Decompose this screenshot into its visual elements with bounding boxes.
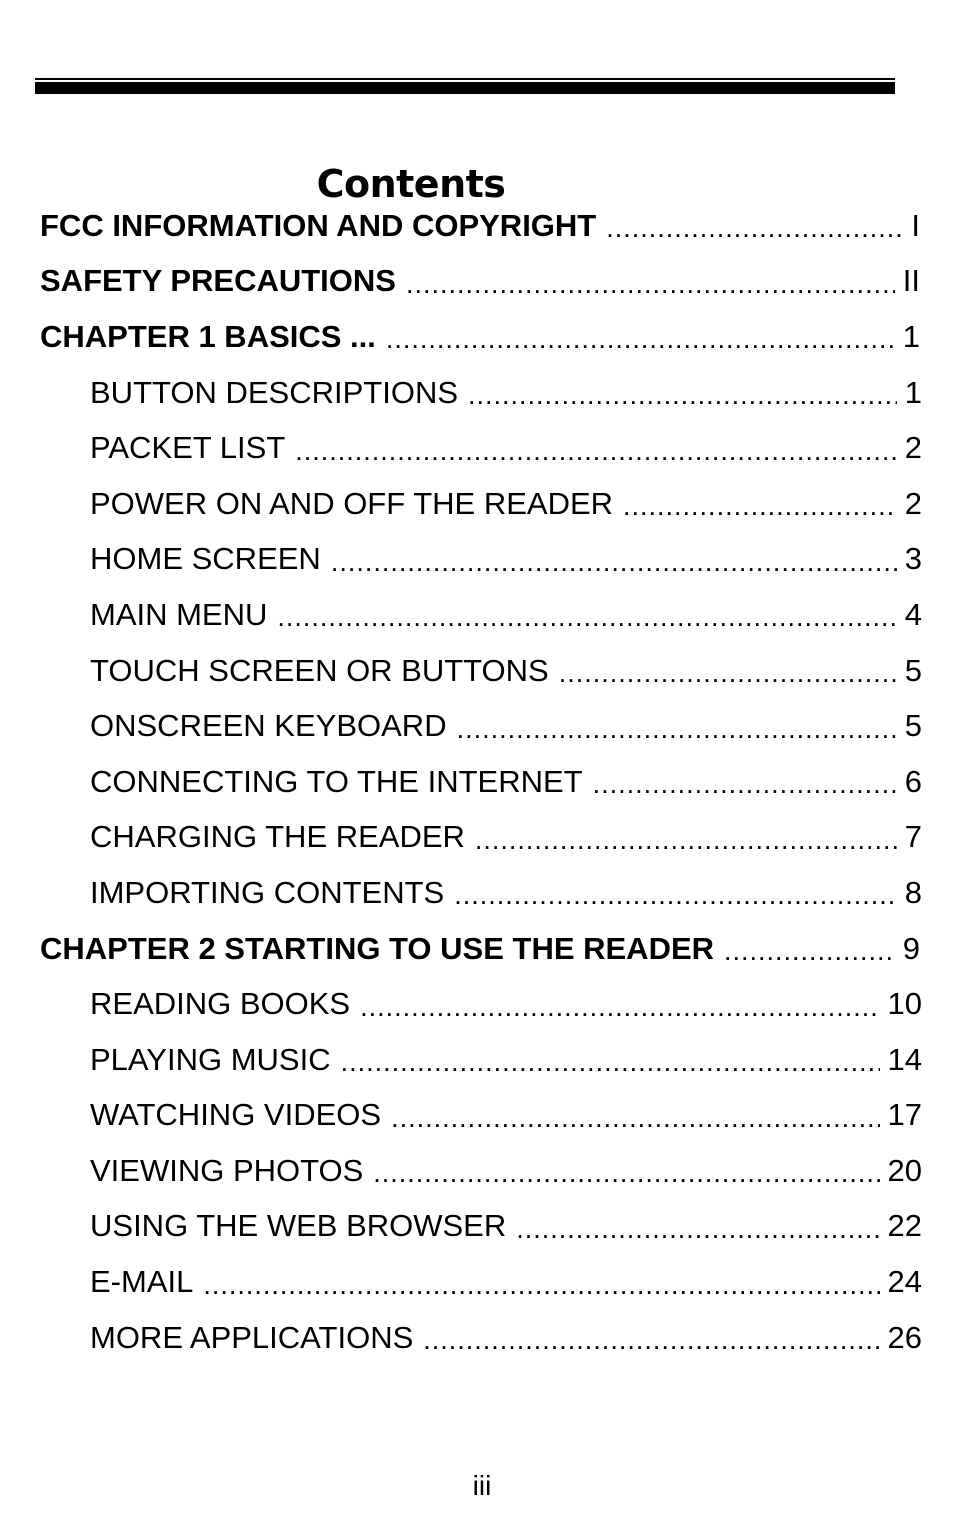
toc-entry[interactable] xyxy=(90,754,922,810)
toc-entry[interactable] xyxy=(90,643,922,699)
toc-entry-page: 24 xyxy=(887,1264,922,1300)
toc-entry-label: MORE APPLICATIONS xyxy=(90,1319,414,1355)
table-of-contents xyxy=(0,198,954,1365)
toc-entry-label: CONNECTING TO THE INTERNET xyxy=(90,763,583,799)
toc-dot-leader xyxy=(360,986,879,1023)
toc-entry[interactable] xyxy=(90,698,922,754)
toc-entry-page: 3 xyxy=(904,541,922,577)
toc-entry[interactable] xyxy=(90,420,922,476)
toc-entry-label: TOUCH SCREEN OR BUTTONS xyxy=(90,652,549,688)
toc-entry-page: 14 xyxy=(887,1041,922,1077)
toc-entry-page: II xyxy=(902,263,920,299)
toc-dot-leader xyxy=(386,318,895,355)
toc-entry-label: CHAPTER 2 STARTING TO USE THE READER xyxy=(40,930,715,966)
header-rule-thick xyxy=(35,82,895,94)
toc-entry-page: 10 xyxy=(887,986,922,1022)
toc-entry[interactable] xyxy=(90,587,922,643)
toc-entry-label: E-MAIL xyxy=(90,1264,194,1300)
toc-entry[interactable] xyxy=(90,532,922,588)
toc-dot-leader xyxy=(331,541,897,578)
toc-entry-page: 4 xyxy=(904,596,922,632)
toc-entry-label: PACKET LIST xyxy=(90,430,286,466)
toc-entry-page: 22 xyxy=(887,1208,922,1244)
toc-entry[interactable] xyxy=(90,365,922,421)
toc-entry-label: USING THE WEB BROWSER xyxy=(90,1208,507,1244)
toc-entry-page: 1 xyxy=(904,374,922,410)
toc-entry-page: 1 xyxy=(902,318,920,354)
toc-entry-label: FCC INFORMATION AND COPYRIGHT xyxy=(40,207,597,243)
toc-entry-page: 8 xyxy=(904,874,922,910)
toc-entry-page: 5 xyxy=(904,652,922,688)
toc-dot-leader xyxy=(295,430,897,467)
toc-entry-label: WATCHING VIDEOS xyxy=(90,1097,382,1133)
toc-entry[interactable] xyxy=(90,1310,922,1366)
toc-entry-page: 26 xyxy=(887,1319,922,1355)
toc-entry[interactable] xyxy=(90,1032,922,1088)
toc-dot-leader xyxy=(203,1264,879,1301)
toc-dot-leader xyxy=(457,708,897,745)
toc-entry-label: PLAYING MUSIC xyxy=(90,1041,331,1077)
toc-dot-leader xyxy=(406,263,895,300)
toc-entry[interactable] xyxy=(90,976,922,1032)
toc-entry-page: 7 xyxy=(904,819,922,855)
toc-dot-leader xyxy=(475,819,897,856)
toc-dot-leader xyxy=(454,874,897,911)
toc-dot-leader xyxy=(623,485,897,522)
toc-entry[interactable] xyxy=(90,1199,922,1255)
toc-entry-page: 9 xyxy=(902,930,920,966)
toc-entry[interactable] xyxy=(90,1088,922,1144)
toc-entry-label: BUTTON DESCRIPTIONS xyxy=(90,374,459,410)
toc-entry[interactable] xyxy=(40,254,920,310)
page-title: Contents xyxy=(316,162,506,207)
toc-dot-leader xyxy=(468,374,897,411)
toc-dot-leader xyxy=(277,596,896,633)
toc-entry[interactable] xyxy=(40,198,920,254)
toc-dot-leader xyxy=(593,763,897,800)
toc-entry-label: HOME SCREEN xyxy=(90,541,321,577)
toc-entry[interactable] xyxy=(90,1143,922,1199)
toc-entry-page: 6 xyxy=(904,763,922,799)
toc-entry-label: MAIN MENU xyxy=(90,596,268,632)
toc-entry[interactable] xyxy=(90,1254,922,1310)
toc-entry[interactable] xyxy=(40,309,920,365)
toc-dot-leader xyxy=(516,1208,879,1245)
toc-entry[interactable] xyxy=(90,865,922,921)
toc-entry-label: READING BOOKS xyxy=(90,986,351,1022)
toc-entry-page: 20 xyxy=(887,1152,922,1188)
toc-entry[interactable] xyxy=(40,921,920,977)
header-rule xyxy=(35,78,895,94)
toc-dot-leader xyxy=(423,1319,879,1356)
toc-entry-label: CHAPTER 1 BASICS ... xyxy=(40,318,376,354)
toc-entry-page: 2 xyxy=(904,430,922,466)
toc-dot-leader xyxy=(559,652,897,689)
toc-entry[interactable] xyxy=(90,810,922,866)
toc-entry[interactable] xyxy=(90,476,922,532)
toc-entry-label: VIEWING PHOTOS xyxy=(90,1152,364,1188)
toc-entry-page: 17 xyxy=(887,1097,922,1133)
toc-entry-label: ONSCREEN KEYBOARD xyxy=(90,708,447,744)
page-number: iii xyxy=(472,1470,492,1501)
toc-entry-label: IMPORTING CONTENTS xyxy=(90,874,445,910)
toc-dot-leader xyxy=(391,1097,879,1134)
toc-entry-page: 5 xyxy=(904,708,922,744)
toc-dot-leader xyxy=(724,930,895,967)
toc-entry-page: I xyxy=(911,207,920,243)
toc-dot-leader xyxy=(341,1041,880,1078)
toc-entry-label: SAFETY PRECAUTIONS xyxy=(40,263,396,299)
toc-dot-leader xyxy=(373,1152,879,1189)
toc-entry-label: CHARGING THE READER xyxy=(90,819,465,855)
toc-entry-label: POWER ON AND OFF THE READER xyxy=(90,485,614,521)
toc-dot-leader xyxy=(606,207,903,244)
toc-entry-page: 2 xyxy=(904,485,922,521)
